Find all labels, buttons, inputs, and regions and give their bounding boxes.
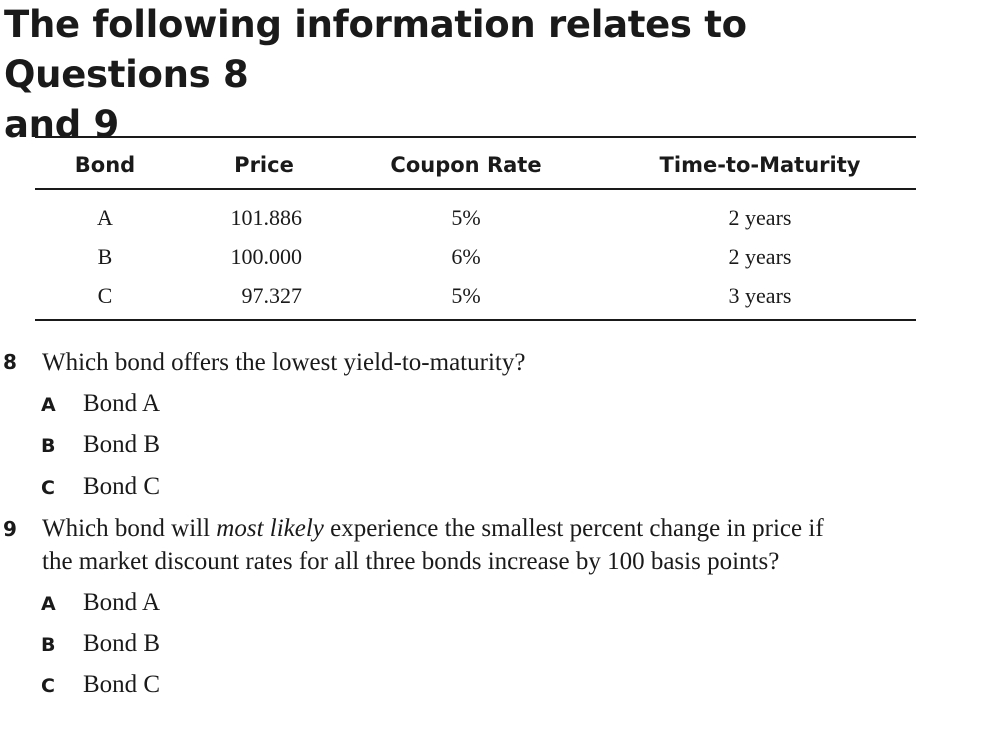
section-heading bbox=[4, 0, 964, 150]
cell-price: 97.327 bbox=[241, 283, 302, 308]
header-price: Price bbox=[234, 153, 294, 177]
option-text: Bond C bbox=[83, 473, 161, 500]
question-text-line-1 bbox=[42, 512, 962, 545]
section-heading-line-1: The following information relates to Questions 8 bbox=[4, 3, 747, 96]
option-text: Bond A bbox=[83, 390, 161, 417]
header-time-to-maturity: Time-to-Maturity bbox=[659, 153, 861, 177]
cell-maturity: 3 years bbox=[728, 283, 792, 308]
question-text-before: Which bond will bbox=[42, 515, 217, 542]
cell-bond: B bbox=[97, 244, 113, 269]
cell-coupon: 6% bbox=[451, 244, 481, 269]
question-text-after: experience the smallest percent change in price if bbox=[323, 515, 824, 542]
option-text: Bond A bbox=[83, 589, 161, 616]
question-text: Which bond offers the lowest yield-to-maturity? bbox=[42, 349, 526, 376]
option-letter: B bbox=[41, 634, 56, 656]
option-letter: A bbox=[41, 593, 56, 615]
cell-price: 100.000 bbox=[230, 244, 302, 269]
option-letter: C bbox=[41, 477, 55, 499]
header-bond: Bond bbox=[74, 153, 136, 177]
option-letter: B bbox=[41, 435, 56, 457]
cell-bond: A bbox=[97, 205, 113, 230]
option-letter: A bbox=[41, 394, 56, 416]
header-coupon-rate: Coupon Rate bbox=[390, 153, 542, 177]
cell-bond: C bbox=[97, 283, 113, 308]
question-number: 9 bbox=[3, 517, 17, 541]
option-text: Bond C bbox=[83, 671, 161, 698]
question-text-emphasis: most likely bbox=[216, 515, 324, 542]
question-text-line-2: the market discount rates for all three bonds increase by 100 basis points? bbox=[42, 548, 780, 575]
question-number: 8 bbox=[3, 350, 17, 374]
table-header-rule bbox=[35, 188, 916, 190]
table-top-rule bbox=[35, 136, 916, 138]
cell-maturity: 2 years bbox=[728, 244, 792, 269]
option-letter: C bbox=[41, 675, 55, 697]
section-heading-line-2: and 9 bbox=[4, 103, 119, 146]
cell-coupon: 5% bbox=[451, 283, 481, 308]
cell-price: 101.886 bbox=[230, 205, 302, 230]
option-text: Bond B bbox=[83, 630, 161, 657]
cell-coupon: 5% bbox=[451, 205, 481, 230]
option-text: Bond B bbox=[83, 431, 161, 458]
cell-maturity: 2 years bbox=[728, 205, 792, 230]
table-bottom-rule bbox=[35, 319, 916, 321]
